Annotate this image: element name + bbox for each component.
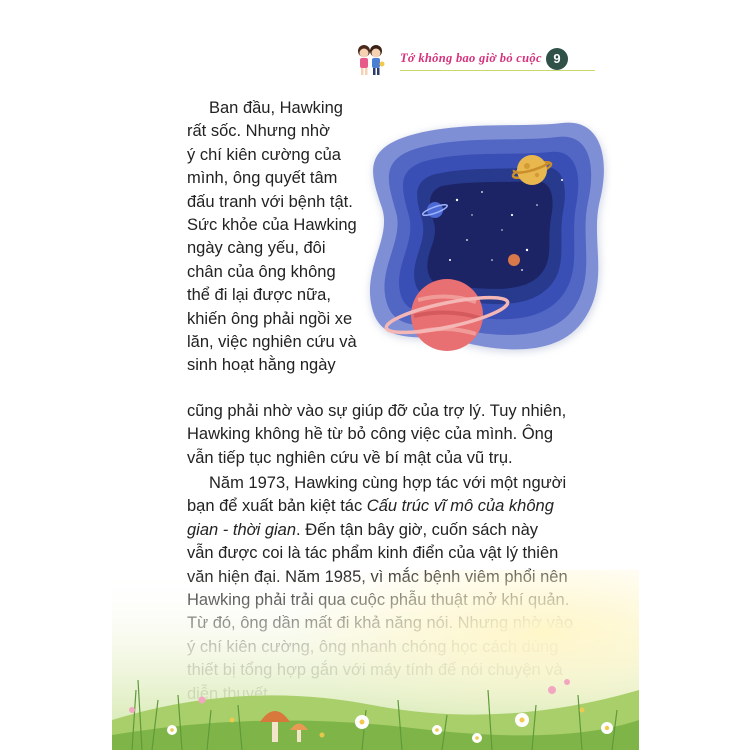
text-line: Sức khỏe của Hawking [187, 216, 357, 235]
text-line [187, 519, 639, 542]
text-line: vẫn được coi là tác phẩm kinh điển của vật lý thiên [187, 544, 559, 563]
text-line [187, 495, 639, 518]
text-line: ý chí kiên cường của [187, 145, 341, 164]
header-rule [400, 70, 595, 71]
book-title-italic: gian - thời gian [187, 520, 297, 539]
book-title-italic: Cấu trúc vĩ mô của không [366, 497, 554, 516]
text-line: thể đi lại được nữa, [187, 286, 331, 305]
book-page [112, 30, 639, 750]
text-line: cũng phải nhờ vào sự giúp đỡ của trợ lý. Tuy nhiên, [187, 402, 567, 420]
text-line: Ban đầu, Hawking [209, 99, 343, 117]
header-title: Tớ không bao giờ bỏ cuộc [400, 51, 542, 65]
text-line: chân của ông không [187, 262, 336, 281]
text-line: ngày càng yếu, đôi [187, 239, 326, 258]
text-line: vẫn tiếp tục nghiên cứu về bí mật của vũ trụ. [187, 448, 513, 467]
page-header [352, 40, 639, 80]
text-line: Năm 1973, Hawking cùng hợp tác với một người [209, 474, 567, 492]
flower-meadow-icon [112, 570, 639, 750]
text-line: sinh hoạt hằng ngày [187, 356, 336, 375]
text-line: lăn, việc nghiên cứu và [187, 333, 357, 352]
text-line: khiến ông phải ngồi xe [187, 309, 353, 328]
text-line: Hawking không hề từ bỏ công việc của mình. Ông [187, 425, 554, 444]
kids-illustration-icon [352, 42, 388, 78]
paragraph-1-narrow [187, 97, 367, 378]
text-line: đấu tranh với bệnh tật. [187, 192, 353, 211]
text-line: mình, ông quyết tâm [187, 169, 338, 188]
text-line: rất sốc. Nhưng nhờ [187, 122, 330, 141]
text-run: . Đến tận bây giờ, cuốn sách này [296, 520, 539, 539]
text-run: bạn để xuất bản kiệt tác [187, 497, 367, 516]
space-planets-illustration-icon [362, 120, 612, 360]
page-number-badge: 9 [546, 48, 568, 70]
paragraph-1-wide [187, 400, 639, 470]
